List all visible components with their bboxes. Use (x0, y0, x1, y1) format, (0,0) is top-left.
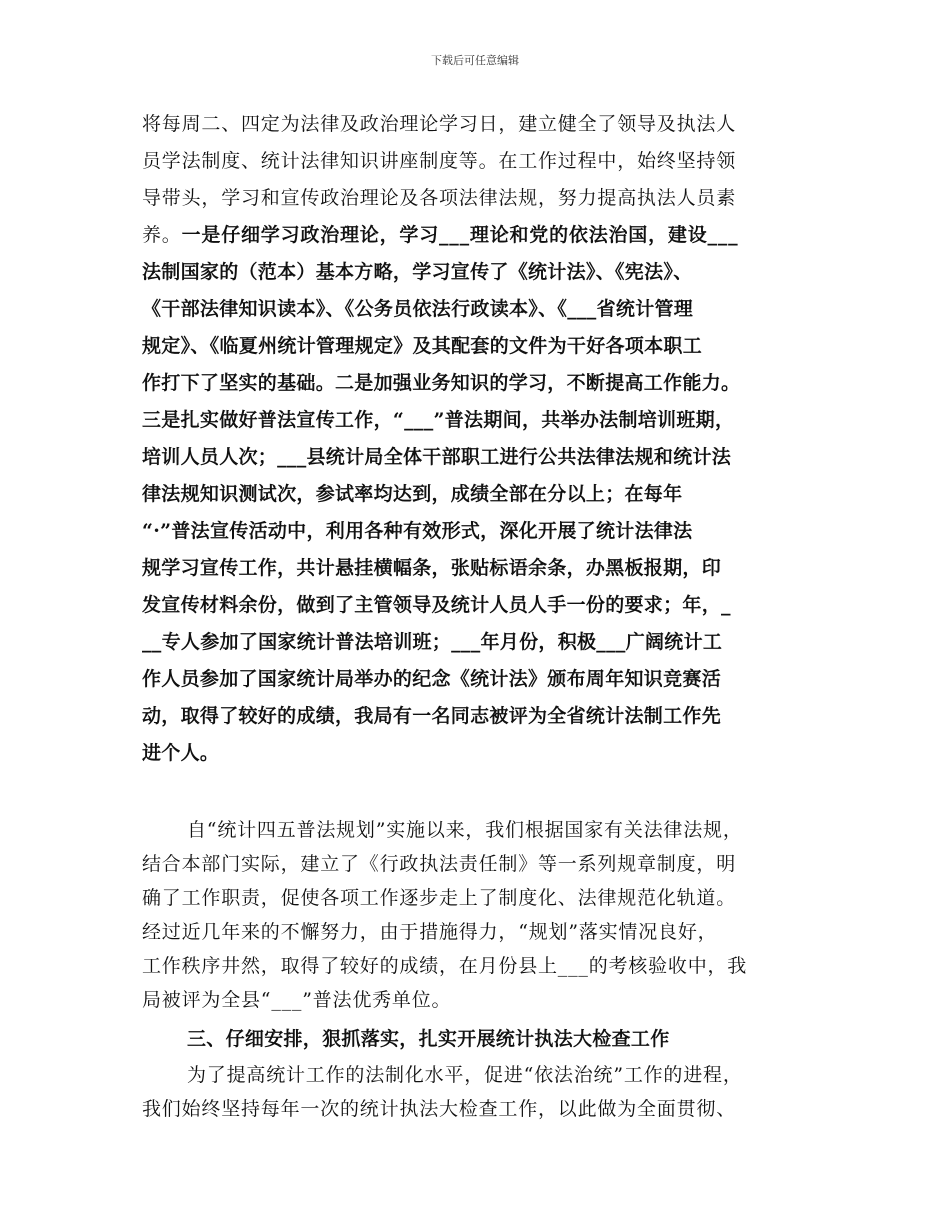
body-line: 我们始终坚持每年一次的统计执法大检查工作，以此做为全面贯彻、 (142, 1098, 737, 1120)
body-line: 为了提高统计工作的法制化水平，促进“依法治统”工作的进程， (187, 1064, 743, 1086)
body-line: 进个人。 (142, 742, 220, 764)
body-line: 确了工作职责，促使各项工作逐步走上了制度化、法律规范化轨道。 (142, 887, 737, 909)
body-line: 导带头，学习和宣传政治理论及各项法律法规，努力提高执法人员素 (142, 187, 737, 209)
bold-text-run: 一是仔细学习政治理论，学习___理论和党的依法治国，建设___ (181, 224, 739, 246)
body-line: 作人员参加了国家统计局举办的纪念《统计法》颁布周年知识竞赛活 (142, 668, 722, 690)
body-text-run: 养。 (142, 224, 182, 246)
body-line: 《干部法律知识读本》、《公务员依法行政读本》、《___省统计管理 (142, 298, 694, 320)
body-line: 员学法制度、统计法律知识讲座制度等。在工作过程中，始终坚持领 (142, 150, 737, 172)
body-line: 将每周二、四定为法律及政治理论学习日，建立健全了领导及执法人 (142, 113, 737, 135)
body-line: 作打下了坚实的基础。二是加强业务知识的学习，不断提高工作能力。 (142, 372, 741, 394)
page-header: 下载后可任意编辑 (431, 54, 519, 67)
body-line: 自“统计四五普法规划”实施以来，我们根据国家有关法律法规， (187, 819, 743, 841)
body-line: 结合本部门实际，建立了《行政执法责任制》等一系列规章制度，明 (142, 853, 737, 875)
body-line: 规学习宣传工作，共计悬挂横幅条，张贴标语余条，办黑板报期，印 (142, 557, 722, 579)
body-line: 工作秩序井然，取得了较好的成绩，在月份县上___的考核验收中，我 (142, 955, 748, 977)
body-line: 局被评为全县“___”普法优秀单位。 (142, 989, 452, 1011)
body-line: 法制国家的（范本）基本方略，学习宣传了《统计法》、《宪法》、 (142, 261, 693, 283)
body-line: 动，取得了较好的成绩，我局有一名同志被评为全省统计法制工作先 (142, 705, 722, 727)
body-line: __专人参加了国家统计普法培训班；___年月份，积极___广阔统计工 (142, 631, 723, 653)
body-line: 培训人员人次；___县统计局全体干部职工进行公共法律法规和统计法 (142, 446, 732, 468)
section-heading: 三、仔细安排，狠抓落实，扎实开展统计执法大检查工作 (187, 1028, 670, 1050)
body-line: 律法规知识测试次，参试率均达到，成绩全部在分以上；在每年 (142, 483, 683, 505)
document-body (142, 106, 825, 1126)
body-line: “·”普法宣传活动中，利用各种有效形式，深化开展了统计法律法 (142, 520, 693, 542)
body-line: 发宣传材料余份，做到了主管领导及统计人员人手一份的要求；年，_ (142, 594, 731, 616)
body-line: 经过近几年来的不懈努力，由于措施得力，“规划”落实情况良好， (142, 921, 718, 943)
body-line (142, 772, 825, 809)
body-line: 规定》、《临夏州统计管理规定》及其配套的文件为干好各项本职工 (142, 335, 703, 357)
body-line: 三是扎实做好普法宣传工作，“___”普法期间，共举办法制培训班期， (142, 409, 735, 431)
body-line (142, 217, 825, 254)
